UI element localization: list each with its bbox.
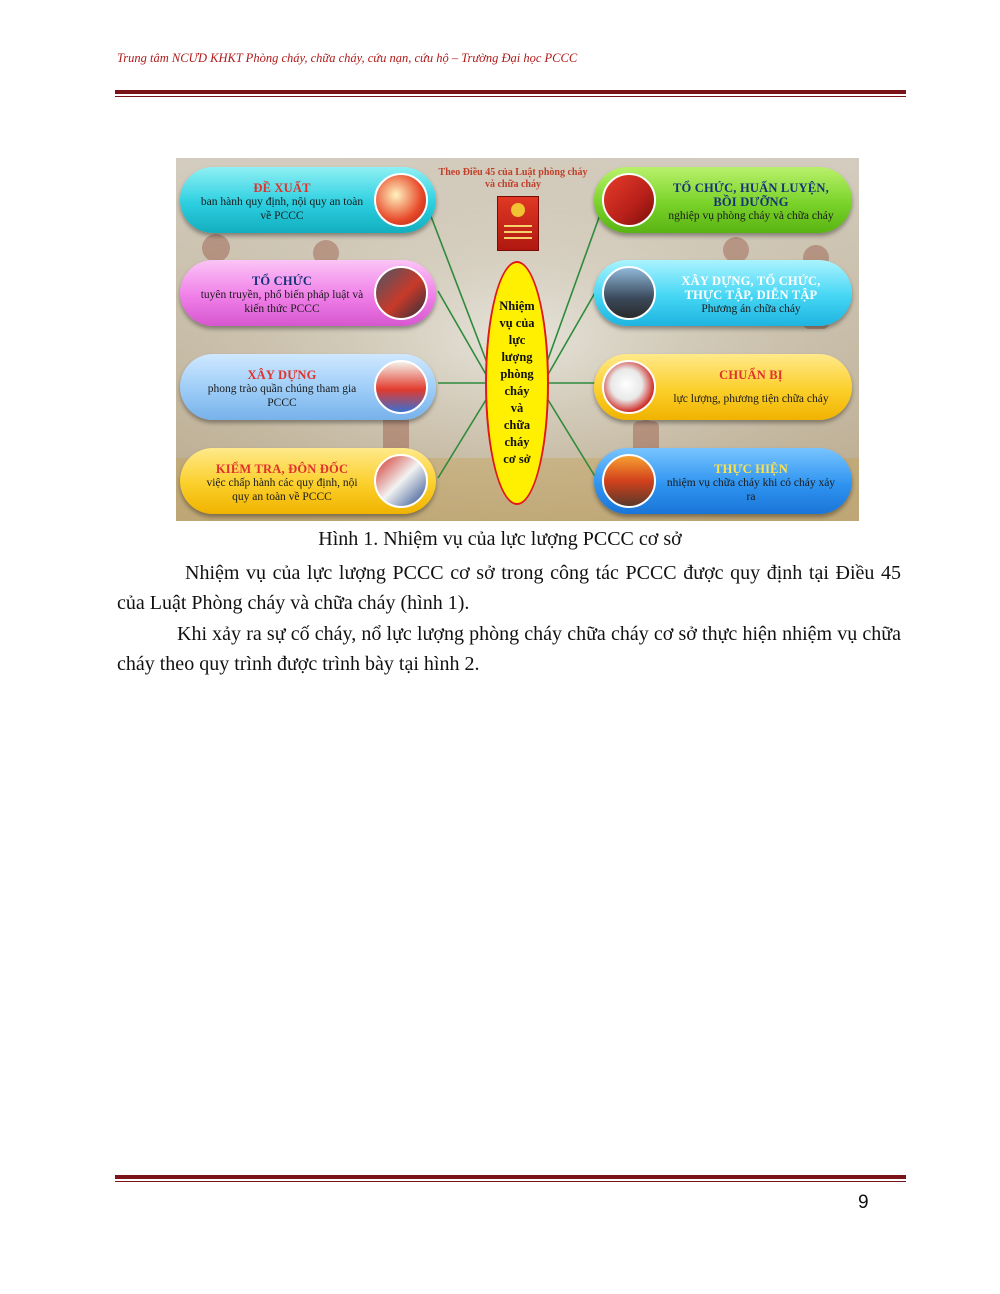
law-reference-note: Theo Điều 45 của Luật phòng cháy và chữa cháy [438,167,588,190]
footer-rule [115,1175,906,1182]
task-execute [594,448,852,514]
task-title: ĐỀ XUẤT [253,181,311,195]
task-description: lực lượng, phương tiện chữa cháy [673,393,829,405]
task-description: nghiệp vụ phòng cháy và chữa cháy [668,210,834,222]
task-title: XÂY DỰNG [247,368,317,382]
figure-caption: Hình 1. Nhiệm vụ của lực lượng PCCC cơ sở [318,528,682,550]
task-title: KIỂM TRA, ĐÔN ĐỐC [215,462,349,476]
task-build-movement [180,354,436,420]
task-description: phong trào quần chúng tham gia PCCC [207,383,357,409]
paragraph: Nhiệm vụ của lực lượng PCCC cơ sở trong công tác PCCC được quy định tại Điều 45 của Luật Phòng cháy và chữa cháy (hình 1). [117,562,901,614]
task-title: CHUẨN BỊ [719,368,783,382]
task-description: tuyên truyền, phổ biến pháp luật và kiến thức PCCC [200,289,364,315]
header-rule [115,90,906,97]
poster-photo [374,173,428,227]
training-photo [374,266,428,320]
firefighting-photo [602,454,656,508]
task-description: Phương án chữa cháy [701,303,801,315]
task-propose [180,167,436,233]
task-title: THỰC HIỆN [714,462,788,476]
extinguisher-photo [602,360,656,414]
law-book-image [497,196,539,251]
event-photo [374,360,428,414]
page-number: 9 [858,1192,869,1213]
figure-diagram [176,158,859,521]
task-inspect [180,448,436,514]
task-title: TỔ CHỨC [251,274,313,288]
task-title: XÂY DỰNG, TỔ CHỨC, THỰC TẬP, DIỄN TẬP [681,274,821,302]
inspection-photo [374,454,428,508]
paragraph: Khi xảy ra sự cố cháy, nổ lực lượng phòng cháy chữa cháy cơ sở thực hiện nhiệm vụ chữa cháy theo quy trình được trình bày tại hình 2. [117,623,901,675]
task-description: nhiệm vụ chữa cháy khi có cháy xảy ra [666,477,836,503]
task-prepare [594,354,852,420]
task-description: việc chấp hành các quy định, nội quy an toàn về PCCC [206,477,358,503]
task-title: TỔ CHỨC, HUẤN LUYỆN, BỒI DƯỠNG [673,181,829,209]
task-description: ban hành quy định, nội quy an toàn về PCCC [200,196,364,222]
task-organize-propaganda [180,260,436,326]
drill-photo [602,266,656,320]
running-header: Trung tâm NCƯD KHKT Phòng cháy, chữa cháy, cứu nạn, cứu hộ – Trường Đại học PCCC [117,51,578,65]
training-book-photo [602,173,656,227]
central-topic [485,261,549,505]
task-drill [594,260,852,326]
central-topic-label: Nhiệm vụ của lực lượng phòng cháy và chữa cháy cơ sở [499,299,535,466]
task-training [594,167,852,233]
